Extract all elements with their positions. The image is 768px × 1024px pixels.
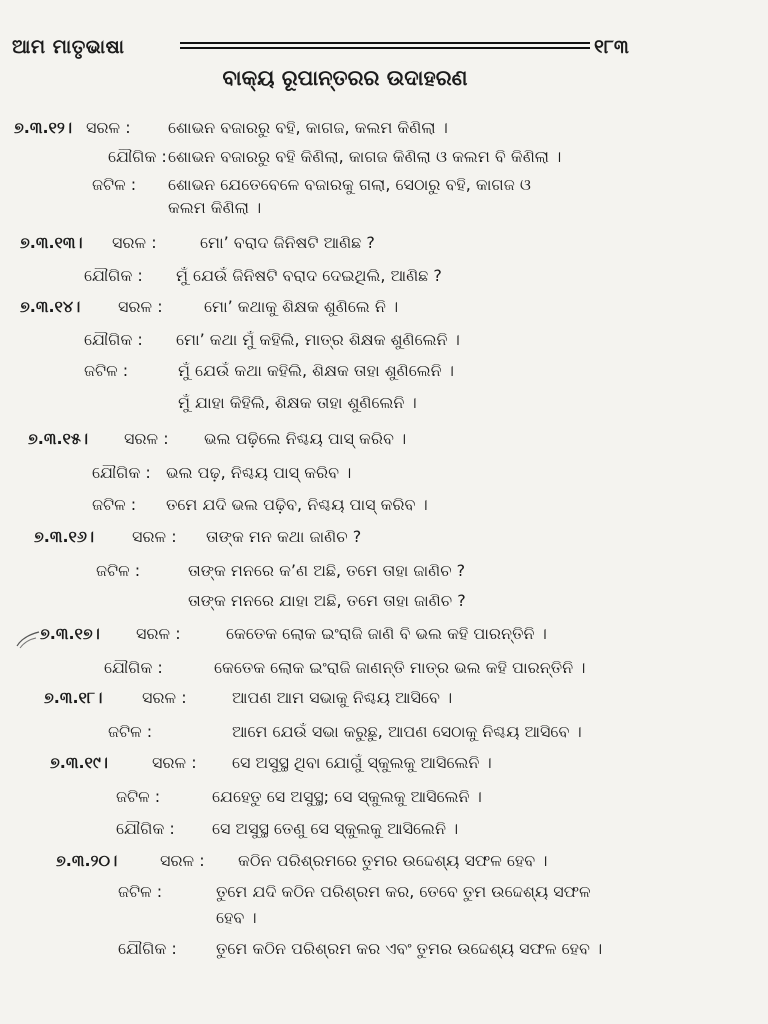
example-sentence: ଯେହେତୁ ସେ ଅସୁସ୍ଥ; ସେ ସ୍କୁଲକୁ ଆସିଲେନି । <box>212 787 482 806</box>
example-sentence: ତମେ ଯଦି ଭଲ ପଢ଼ିବ, ନିଶ୍ଚୟ ପାସ୍ କରିବ । <box>166 495 428 514</box>
example-sentence: ତାଙ୍କ ମନରେ କ’ଣ ଅଛି, ତମେ ତାହା ଜାଣିଚ ? <box>188 561 466 580</box>
example-sentence: ଆମେ ଯେଉଁ ସଭା କରୁଛୁ, ଆପଣ ସେଠାକୁ ନିଶ୍ଚୟ ଆସିବେ । <box>232 722 582 741</box>
example-sentence: କଲମ କିଣିଲା । <box>168 198 262 217</box>
sentence-type-label: ସରଳ : <box>136 624 181 643</box>
example-sentence: ତୁମେ ଯଦି କଠିନ ପରିଶ୍ରମ କର, ତେବେ ତୁମ ଉଦ୍ଦେଶ୍ୟ ସଫଳ <box>216 882 591 901</box>
example-sentence: ତାଙ୍କ ମନରେ ଯାହା ଅଛି, ତମେ ତାହା ଜାଣିଚ ? <box>188 591 466 610</box>
example-sentence: ମୋ’ କଥାକୁ ଶିକ୍ଷକ ଶୁଣିଲେ ନି । <box>204 297 399 316</box>
example-number: ୭.୩.୧୪। <box>20 297 81 316</box>
sentence-type-label: ସରଳ : <box>152 753 197 772</box>
example-sentence: ତାଙ୍କ ମନ କଥା ଜାଣିଚ ? <box>206 527 362 546</box>
sentence-type-label: ସରଳ : <box>124 429 169 448</box>
sentence-type-label: ଜଟିଳ : <box>118 882 163 901</box>
page-header <box>12 30 632 64</box>
sentence-type-label: ଜଟିଳ : <box>84 361 129 380</box>
example-sentence: ଶୋଭନ ବଜାରରୁ ବହି କିଣିଲା, କାଗଜ କିଣିଲା ଓ କଲମ ବି କିଣିଲା । <box>168 147 562 166</box>
sentence-type-label: ଜଟିଳ : <box>108 722 153 741</box>
example-number: ୭.୩.୧୩। <box>20 233 83 252</box>
sentence-type-label: ଯୌଗିକ : <box>108 147 167 166</box>
example-sentence: ଶୋଭନ ଯେତେବେଳେ ବଜାରକୁ ଗଲା, ସେଠାରୁ ବହି, କାଗଜ ଓ <box>168 175 531 194</box>
example-number: ୭.୩.୨୦। <box>56 851 118 870</box>
sentence-type-label: ସରଳ : <box>112 233 157 252</box>
example-sentence: ମୁଁ ଯେଉଁ ଜିନିଷଟି ବରାଦ ଦେଇଥିଲି, ଆଣିଛ ? <box>176 266 442 285</box>
example-sentence: ସେ ଅସୁସ୍ଥ ତେଣୁ ସେ ସ୍କୁଲକୁ ଆସିଲେନି । <box>212 819 459 838</box>
sentence-type-label: ଜଟିଳ : <box>92 175 137 194</box>
example-sentence: ମୋ’ କଥା ମୁଁ କହିଲି, ମାତ୍ର ଶିକ୍ଷକ ଶୁଣିଲେନି । <box>176 330 460 349</box>
example-sentence: ଭଲ ପଢ଼, ନିଶ୍ଚୟ ପାସ୍ କରିବ । <box>166 463 352 482</box>
sentence-type-label: ଯୌଗିକ : <box>104 658 163 677</box>
example-sentence: କେତେକ ଲୋକ ଇଂରାଜି ଜାଣି ବି ଭଲ କହି ପାରନ୍ତିନି । <box>226 624 547 643</box>
example-sentence: କଠିନ ପରିଶ୍ରମରେ ତୁମର ଉଦ୍ଦେଶ୍ୟ ସଫଳ ହେବ । <box>238 851 548 870</box>
example-sentence: ସେ ଅସୁସ୍ଥ ଥିବା ଯୋଗୁଁ ସ୍କୁଲକୁ ଆସିଲେନି । <box>232 753 492 772</box>
example-sentence: ତୁମେ କଠିନ ପରିଶ୍ରମ କର ଏବଂ ତୁମର ଉଦ୍ଦେଶ୍ୟ ସଫଳ ହେବ । <box>216 939 603 958</box>
example-sentence: କେତେକ ଲୋକ ଇଂରାଜି ଜାଣନ୍ତି ମାତ୍ର ଭଲ କହି ପାରନ୍ତିନି । <box>214 658 586 677</box>
header-rule <box>180 42 590 49</box>
sentence-type-label: ଯୌଗିକ : <box>84 266 143 285</box>
example-sentence: ଶୋଭନ ବଜାରରୁ ବହି, କାଗଜ, କଲମ କିଣିଲା । <box>168 118 448 137</box>
sentence-type-label: ଯୌଗିକ : <box>116 819 175 838</box>
example-number: ୭.୩.୧୨। <box>14 118 73 137</box>
example-sentence: ଆପଣ ଆମ ସଭାକୁ ନିଶ୍ଚୟ ଆସିବେ । <box>232 688 453 707</box>
example-sentence: ଭଲ ପଢ଼ିଲେ ନିଶ୍ଚୟ ପାସ୍ କରିବ । <box>204 429 407 448</box>
example-sentence: ମୁଁ ଯାହା କିହିଲି, ଶିକ୍ଷକ ତାହା ଶୁଣିଲେନି । <box>178 393 417 412</box>
sentence-type-label: ଜଟିଳ : <box>92 495 137 514</box>
example-number: ୭.୩.୧୬। <box>34 527 95 546</box>
sentence-type-label: ଜଟିଳ : <box>116 787 161 806</box>
example-number: ୭.୩.୧୯। <box>50 753 109 772</box>
sentence-type-label: ଯୌଗିକ : <box>118 939 177 958</box>
example-number: ୭.୩.୧୫। <box>28 429 89 448</box>
example-number: ୭.୩.୧୭। <box>40 624 100 643</box>
sentence-type-label: ଜଟିଳ : <box>96 561 141 580</box>
sentence-type-label: ସରଳ : <box>160 851 205 870</box>
example-sentence: ହେବ । <box>216 908 257 927</box>
sentence-type-label: ସରଳ : <box>118 297 163 316</box>
example-number: ୭.୩.୧୮। <box>44 688 103 707</box>
sentence-type-label: ସରଳ : <box>86 118 131 137</box>
example-sentence: ମୋ’ ବରାଦ ଜିନିଷଟି ଆଣିଛ ? <box>200 233 375 252</box>
page-number: ୧୮୩ <box>594 36 629 58</box>
example-sentence: ମୁଁ ଯେଉଁ କଥା କହିଲି, ଶିକ୍ଷକ ତାହା ଶୁଣିଲେନି । <box>178 361 454 380</box>
sentence-type-label: ସରଳ : <box>132 527 177 546</box>
book-title: ଆମ ମାତୃଭାଷା <box>12 36 125 58</box>
sentence-type-label: ଯୌଗିକ : <box>92 463 151 482</box>
sentence-type-label: ଯୌଗିକ : <box>84 330 143 349</box>
sentence-type-label: ସରଳ : <box>142 688 187 707</box>
pencil-tick-mark-icon <box>14 628 42 652</box>
section-heading: ବାକ୍ୟ ରୂପାନ୍ତରର ଉଦାହରଣ <box>222 66 468 90</box>
